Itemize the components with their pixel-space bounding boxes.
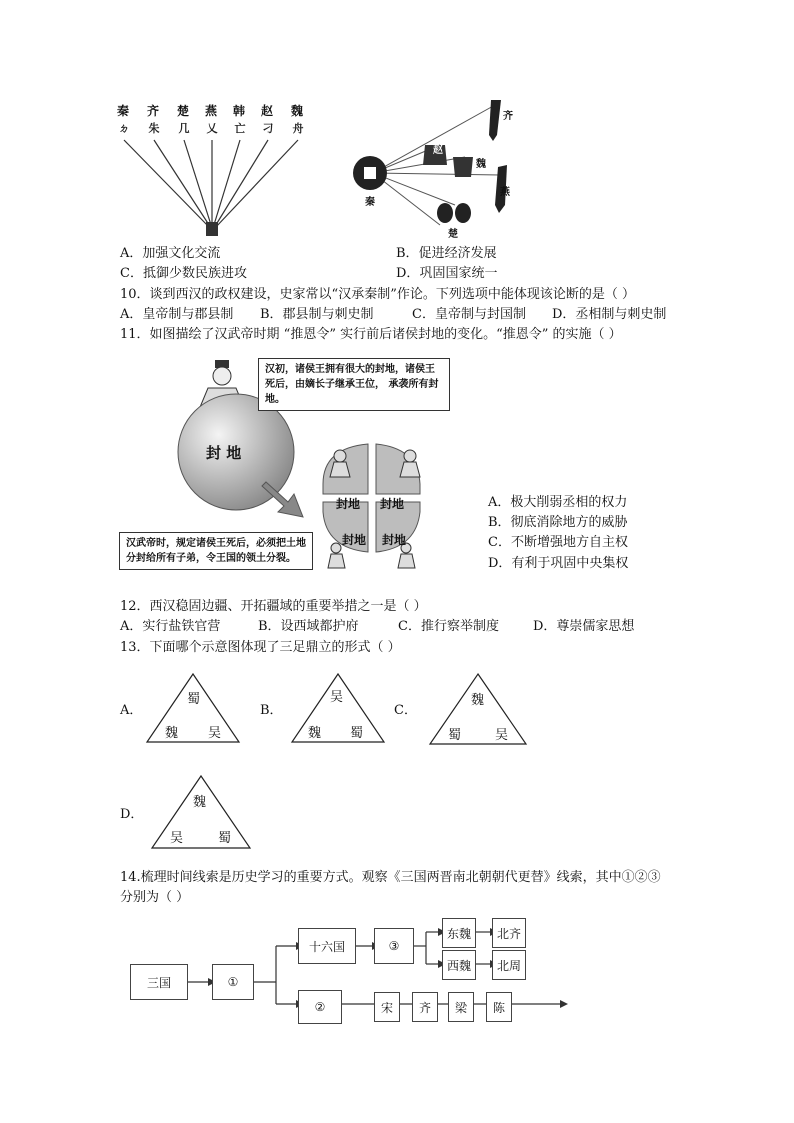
q11-option-d[interactable]: D．有利于巩固中央集权 — [488, 556, 629, 571]
q9-option-d[interactable] — [396, 265, 497, 283]
q13-option-a-letter[interactable]: A． — [120, 703, 143, 718]
triangle-top-label: 蜀 — [187, 692, 201, 707]
option-letter: D． — [396, 266, 420, 281]
fief-label-large: 封 地 — [206, 444, 242, 462]
box-beizhou: 北周 — [492, 950, 526, 980]
glyph-variant: 乂 — [206, 122, 218, 135]
q13-option-a-triangle[interactable] — [145, 672, 241, 744]
box-chen: 陈 — [486, 992, 512, 1022]
fief-label: 封地 — [336, 497, 361, 511]
fief-label: 封地 — [382, 533, 407, 547]
q13-option-d-triangle[interactable] — [150, 774, 252, 850]
option-letter: B． — [396, 246, 419, 261]
option-text: 巩固国家统一 — [419, 266, 498, 281]
box-blank-3[interactable]: ③ — [374, 928, 414, 964]
q13-option-c-letter[interactable]: C． — [394, 703, 417, 718]
q13-stem: 13．下面哪个示意图体现了三足鼎立的形式（ ） — [120, 640, 401, 655]
glyph-variant: 刁 — [262, 122, 274, 135]
q11-stem: 11．如图描绘了汉武帝时期 “推恩令” 实行前后诸侯封地的变化。“推恩令” 的实施（ ） — [120, 327, 622, 342]
q13-option-c-triangle[interactable] — [428, 672, 528, 746]
box-sanguo: 三国 — [130, 964, 188, 1000]
q12-option-b[interactable]: B．设西域都护府 — [258, 619, 359, 634]
q11-option-b[interactable]: B．彻底消除地方的威胁 — [488, 515, 628, 530]
box-shiliuguo: 十六国 — [298, 928, 356, 964]
box-xiwei: 西魏 — [442, 950, 476, 980]
unified-script-glyph — [206, 222, 218, 236]
option-letter: C． — [120, 266, 143, 281]
option-text: 抵御少数民族进攻 — [142, 266, 247, 281]
triangle-right-label: 蜀 — [350, 726, 364, 741]
box-dongwei: 东魏 — [442, 918, 476, 948]
q10-stem: 10．谈到西汉的政权建设，史家常以“汉承秦制”作论。下列选项中能体现该论断的是（ ） — [120, 287, 635, 302]
box-liang: 梁 — [448, 992, 474, 1022]
q11-option-a[interactable]: A．极大削弱丞相的权力 — [488, 495, 628, 510]
q14-stem-line2: 分别为（ ） — [120, 890, 190, 905]
coin-label: 魏 — [476, 159, 486, 170]
q12-option-d[interactable]: D．尊崇儒家思想 — [533, 619, 635, 634]
box-beiqi: 北齐 — [492, 918, 526, 948]
box-blank-2[interactable]: ② — [298, 990, 342, 1024]
state-label: 韩 — [233, 104, 246, 118]
state-label: 赵 — [261, 104, 274, 118]
q12-stem: 12．西汉稳固边疆、开拓疆域的重要举措之一是（ ） — [120, 599, 427, 614]
triangle-left-label: 蜀 — [448, 728, 462, 743]
speech-box-before: 汉初，诸侯王拥有很大的封地，诸侯王死后，由嫡长子继承王位， 承袭所有封地。 — [258, 358, 450, 411]
glyph-variant: ㄉ — [118, 122, 130, 135]
coins-figure — [345, 95, 515, 240]
triangle-right-label: 吴 — [208, 726, 222, 741]
coin-label: 秦 — [365, 197, 375, 208]
q13-option-b-triangle[interactable] — [290, 672, 386, 744]
speech-box-after: 汉武帝时，规定诸侯王死后，必须把土地分封给所有子弟，令王国的领土分裂。 — [119, 532, 313, 570]
coin-label: 赵 — [433, 145, 443, 156]
seven-states-script-figure — [112, 100, 312, 240]
q9-option-b[interactable] — [396, 245, 497, 263]
q9-option-a[interactable] — [120, 245, 220, 263]
triangle-top-label: 魏 — [471, 693, 485, 708]
triangle-top-label: 魏 — [193, 795, 207, 810]
triangle-left-label: 魏 — [165, 726, 179, 741]
state-label: 魏 — [291, 104, 304, 118]
coin-label: 楚 — [448, 229, 458, 240]
state-label: 楚 — [177, 104, 190, 118]
coin-label: 燕 — [500, 187, 510, 198]
q10-option-d[interactable]: D．丞相制与刺史制 — [552, 307, 667, 322]
state-label: 秦 — [117, 104, 130, 118]
box-qi: 齐 — [412, 992, 438, 1022]
state-name-row — [112, 100, 312, 120]
glyph-variant: 几 — [178, 122, 190, 135]
option-letter: A． — [120, 246, 143, 261]
triangle-right-label: 吴 — [495, 728, 509, 743]
fief-label: 封地 — [342, 533, 367, 547]
triangle-right-label: 蜀 — [218, 831, 232, 846]
glyph-variant: 舟 — [292, 122, 304, 135]
q13-option-b-letter[interactable]: B． — [260, 703, 283, 718]
q9-option-c[interactable] — [120, 265, 247, 283]
box-blank-1[interactable]: ① — [212, 964, 254, 1000]
q11-option-c[interactable]: C．不断增强地方自主权 — [488, 535, 628, 550]
q12-option-a[interactable]: A．实行盐铁官营 — [120, 619, 221, 634]
glyph-variant: 亡 — [234, 122, 246, 135]
coin-label: 齐 — [503, 111, 513, 122]
q10-option-b[interactable]: B．郡县制与刺史制 — [260, 307, 374, 322]
triangle-left-label: 吴 — [170, 831, 184, 846]
q10-option-a[interactable]: A．皇帝制与郡县制 — [120, 307, 234, 322]
option-text: 促进经济发展 — [418, 246, 497, 261]
state-label: 齐 — [147, 104, 160, 118]
triangle-top-label: 吴 — [330, 690, 344, 705]
q10-option-c[interactable]: C．皇帝制与封国制 — [412, 307, 526, 322]
triangle-left-label: 魏 — [308, 726, 322, 741]
glyph-variant: 朱 — [148, 122, 160, 135]
q12-option-c[interactable]: C．推行察举制度 — [398, 619, 499, 634]
option-text: 加强文化交流 — [142, 246, 221, 261]
state-label: 燕 — [205, 104, 218, 118]
q13-option-d-letter[interactable]: D． — [120, 807, 144, 822]
box-song: 宋 — [374, 992, 400, 1022]
fief-label: 封地 — [380, 497, 405, 511]
q14-stem-line1: 14.梳理时间线索是历史学习的重要方式。观察《三国两晋南北朝朝代更替》线索，其中①②③ — [120, 870, 661, 885]
